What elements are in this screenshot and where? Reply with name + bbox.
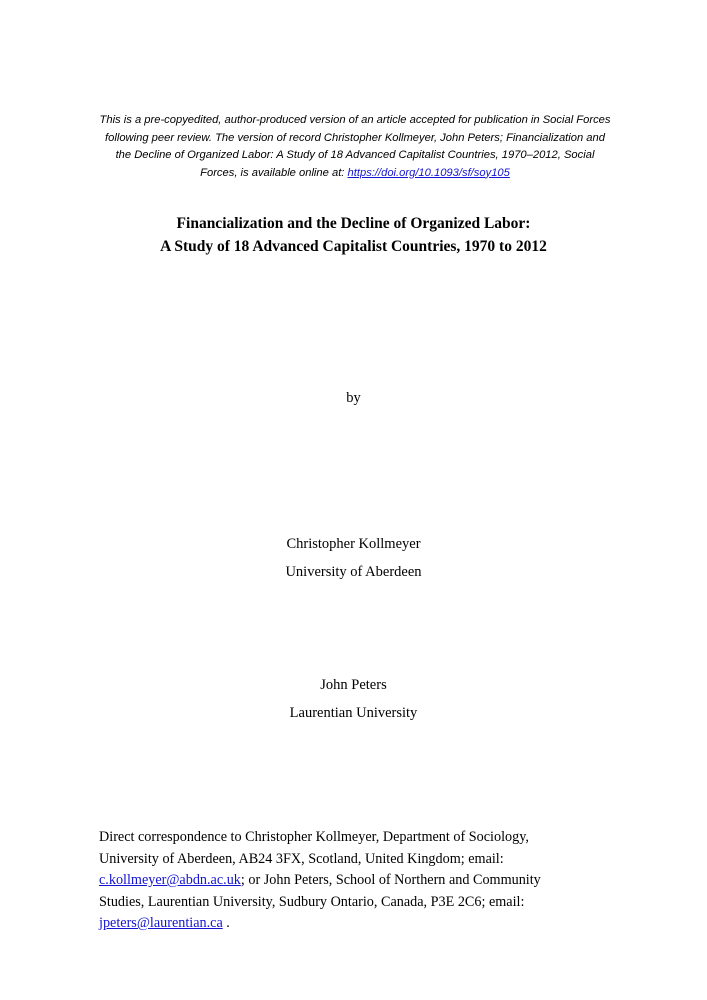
title-line-1: Financialization and the Decline of Organized Labor: [176, 215, 531, 232]
correspondence-part-1: Direct correspondence to Christopher Kollmeyer, Department of Sociology, University of Aberdeen, AB24 3FX, Scotland, United Kingdom; email: [99, 829, 529, 867]
page-title [53, 212, 654, 258]
correspondence-part-2: ; or John Peters, School of Northern and Community Studies, Laurentian University, Sudbury Ontario, Canada, P3E 2C6; email: [99, 872, 541, 910]
email-link-peters[interactable]: jpeters@laurentian.ca [99, 915, 223, 931]
doi-link[interactable]: https://doi.org/10.1093/sf/soy105 [347, 166, 510, 179]
correspondence-part-3: . [222, 915, 230, 931]
author-affiliation-2: Laurentian University [289, 705, 418, 721]
correspondence-note [99, 827, 579, 935]
author-name-1: Christopher Kollmeyer [286, 536, 421, 552]
title-line-2: A Study of 18 Advanced Capitalist Countries, 1970 to 2012 [160, 238, 547, 255]
author-affiliation-1: University of Aberdeen [285, 564, 422, 580]
author-block-2 [53, 671, 654, 727]
author-name-2: John Peters [320, 677, 387, 693]
byline: by [346, 390, 361, 406]
pre-copyedit-notice [96, 112, 614, 182]
author-block-1 [53, 530, 654, 586]
notice-text: This is a pre-copyedited, author-produced version of an article accepted for publication in Social Forces following peer review. The version of record Christopher Kollmeyer, John Peters; Financialization and the Decline of Organized Labor: A Study of 18 Advanced Capitalist Countries, 1970–2012, Social Forces, is available online at: [99, 114, 611, 179]
email-link-kollmeyer[interactable]: c.kollmeyer@abdn.ac.uk [99, 872, 241, 888]
